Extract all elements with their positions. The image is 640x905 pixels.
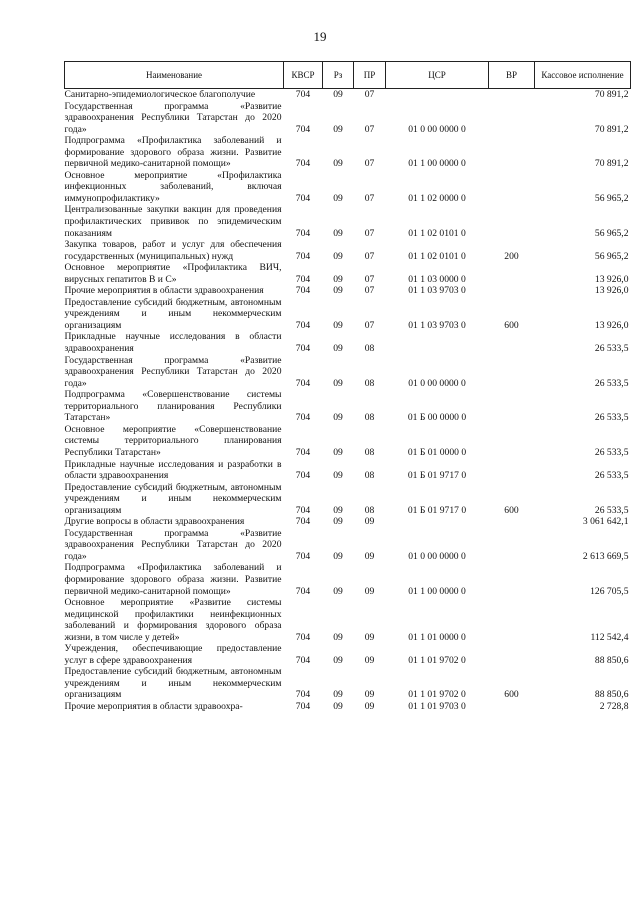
cell-kvsr: 704	[295, 227, 311, 239]
cell-kvsr: 704	[295, 319, 311, 331]
cell-rz: 09	[333, 585, 343, 597]
cell-kvsr: 704	[295, 273, 311, 285]
table-row	[65, 666, 631, 701]
cell-name: Прочие мероприятия в области здравоохра-	[64, 700, 243, 712]
cell-sum: 26 533,5	[594, 446, 629, 458]
cell-vr	[489, 424, 535, 459]
column-header-name: Наименование	[65, 62, 284, 89]
table-row	[65, 204, 631, 239]
column-header-kvsr: КВСР	[284, 62, 323, 89]
cell-sum: 13 926,0	[594, 285, 629, 297]
cell-kvsr: 704	[295, 585, 311, 597]
cell-name: Основное мероприятие «Совершенствование системы территориального планирования Республики Татарстан»	[64, 423, 282, 458]
cell-kvsr: 704	[295, 700, 311, 712]
table-row	[65, 331, 631, 354]
cell-csr	[386, 89, 489, 101]
cell-rz: 09	[333, 343, 343, 355]
cell-kvsr: 704	[295, 550, 311, 562]
cell-pr: 09	[364, 516, 375, 528]
cell-csr: 01 1 01 0000 0	[408, 631, 466, 643]
cell-name: Другие вопросы в области здравоохранения	[64, 516, 245, 528]
cell-sum: 70 891,2	[594, 123, 629, 135]
cell-csr: 01 0 00 0000 0	[408, 550, 466, 562]
cell-vr: 600	[504, 504, 519, 516]
table-row	[65, 355, 631, 390]
cell-name: Прочие мероприятия в области здравоохранения	[64, 285, 264, 297]
cell-rz: 09	[333, 285, 343, 297]
cell-vr	[489, 389, 535, 424]
cell-rz: 09	[333, 446, 343, 458]
cell-name: Предоставление субсидий бюджетным, автономным учреждениям и иным некоммерческим организациям	[64, 666, 282, 701]
cell-name: Предоставление субсидий бюджетным, автономным учреждениям и иным некоммерческим организациям	[64, 296, 282, 331]
cell-kvsr: 704	[295, 285, 311, 297]
cell-pr: 08	[364, 446, 375, 458]
page-number: 19	[313, 29, 327, 44]
cell-kvsr: 704	[295, 123, 311, 135]
table-row	[65, 239, 631, 262]
cell-name: Государственная программа «Развитие здравоохранения Республики Татарстан до 2020 года»	[64, 354, 282, 389]
cell-pr: 09	[364, 700, 375, 712]
cell-rz: 09	[333, 689, 343, 701]
cell-sum: 26 533,5	[594, 412, 629, 424]
table-body	[65, 89, 631, 713]
cell-pr: 07	[364, 192, 375, 204]
table-row	[65, 424, 631, 459]
cell-pr: 07	[364, 158, 375, 170]
cell-pr: 09	[364, 585, 375, 597]
cell-sum: 2 613 669,5	[582, 550, 629, 562]
cell-sum: 26 533,5	[594, 377, 629, 389]
table-row	[65, 643, 631, 666]
cell-csr: 01 1 01 9702 0	[408, 689, 466, 701]
cell-sum: 56 965,2	[594, 192, 629, 204]
cell-name: Закупка товаров, работ и услуг для обеспечения государственных (муниципальных) нужд	[64, 239, 282, 262]
cell-sum: 2 728,8	[599, 700, 629, 712]
cell-name: Прикладные научные исследования в области здравоохранения	[64, 331, 282, 355]
cell-csr: 01 1 02 0101 0	[408, 250, 466, 262]
cell-sum: 70 891,2	[594, 89, 629, 100]
cell-name: Основное мероприятие «Профилактика инфекционных заболеваний, включая иммунопрофилактику»	[64, 169, 282, 204]
cell-rz: 09	[333, 273, 343, 285]
cell-pr: 08	[364, 412, 375, 424]
cell-sum: 13 926,0	[594, 273, 629, 285]
table-row	[65, 459, 631, 482]
cell-pr: 09	[364, 654, 375, 666]
cell-sum: 88 850,6	[594, 654, 629, 666]
cell-kvsr: 704	[295, 654, 311, 666]
cell-name: Основное мероприятие «Профилактика ВИЧ, вирусных гепатитов В и С»	[64, 262, 282, 285]
budget-table	[64, 61, 631, 713]
cell-name: Прикладные научные исследования и разработки в области здравоохранения	[64, 458, 282, 482]
cell-csr: 01 1 03 9703 0	[408, 285, 466, 297]
cell-csr: 01 Б 01 9717 0	[407, 470, 467, 482]
cell-rz: 09	[333, 504, 343, 516]
cell-kvsr: 704	[295, 689, 311, 701]
cell-pr: 08	[364, 470, 375, 482]
cell-kvsr: 704	[295, 446, 311, 458]
table-row	[65, 101, 631, 136]
table-row	[65, 389, 631, 424]
cell-rz: 09	[333, 516, 343, 528]
cell-sum: 112 542,4	[590, 631, 629, 643]
cell-rz: 09	[333, 192, 343, 204]
cell-csr: 01 1 00 0000 0	[408, 585, 466, 597]
cell-sum: 3 061 642,1	[582, 516, 629, 528]
cell-vr	[489, 528, 535, 563]
cell-name: Государственная программа «Развитие здравоохранения Республики Татарстан до 2020 года»	[64, 100, 282, 135]
table-row	[65, 701, 631, 713]
cell-vr	[489, 459, 535, 482]
cell-name: Централизованные закупки вакцин для проведения профилактических прививок по эпидемическим показаниям	[64, 204, 282, 239]
cell-rz: 09	[333, 550, 343, 562]
cell-rz: 09	[333, 227, 343, 239]
cell-rz: 09	[333, 89, 343, 100]
cell-sum: 56 965,2	[594, 227, 629, 239]
cell-name: Санитарно-эпидемиологическое благополучие	[64, 89, 256, 100]
cell-vr	[489, 701, 535, 713]
cell-pr: 08	[364, 377, 375, 389]
cell-name: Учреждения, обеспечивающие предоставление услуг в сфере здравоохранения	[64, 643, 282, 666]
table-row	[65, 297, 631, 332]
cell-pr: 07	[364, 319, 375, 331]
cell-vr	[489, 516, 535, 528]
cell-pr: 09	[364, 689, 375, 701]
cell-kvsr: 704	[295, 470, 311, 482]
cell-name: Подпрограмма «Профилактика заболеваний и формирование здорового образа жизни. Развитие первичной медико-санитарной помощи»	[64, 562, 282, 597]
cell-name: Государственная программа «Развитие здравоохранения Республики Татарстан до 2020 года»	[64, 527, 282, 562]
cell-csr: 01 Б 00 0000 0	[407, 412, 467, 424]
table-row	[65, 170, 631, 205]
cell-vr	[489, 170, 535, 205]
cell-vr	[489, 355, 535, 390]
cell-kvsr: 704	[295, 377, 311, 389]
cell-rz: 09	[333, 631, 343, 643]
table-header	[65, 62, 631, 89]
cell-pr: 08	[364, 504, 375, 516]
cell-vr	[489, 562, 535, 597]
cell-sum: 26 533,5	[594, 343, 629, 355]
cell-rz: 09	[333, 412, 343, 424]
column-header-sum: Кассовое исполнение	[535, 62, 631, 89]
table-row	[65, 597, 631, 643]
table-row	[65, 285, 631, 297]
cell-kvsr: 704	[295, 516, 311, 528]
table-row	[65, 482, 631, 517]
cell-csr	[386, 516, 489, 528]
table-row	[65, 89, 631, 101]
column-header-pr: ПР	[354, 62, 386, 89]
column-header-rz: Рз	[323, 62, 354, 89]
cell-pr: 07	[364, 227, 375, 239]
cell-kvsr: 704	[295, 504, 311, 516]
cell-sum: 70 891,2	[594, 158, 629, 170]
cell-rz: 09	[333, 700, 343, 712]
cell-vr: 600	[504, 689, 519, 701]
cell-sum: 26 533,5	[594, 504, 629, 516]
cell-kvsr: 704	[295, 89, 311, 100]
cell-kvsr: 704	[295, 412, 311, 424]
cell-pr: 07	[364, 285, 375, 297]
cell-pr: 09	[364, 631, 375, 643]
cell-csr	[386, 331, 489, 354]
cell-vr	[489, 89, 535, 101]
table-row	[65, 516, 631, 528]
cell-sum: 26 533,5	[594, 470, 629, 482]
cell-rz: 09	[333, 123, 343, 135]
cell-pr: 07	[364, 89, 375, 100]
cell-sum: 13 926,0	[594, 319, 629, 331]
cell-rz: 09	[333, 158, 343, 170]
cell-rz: 09	[333, 654, 343, 666]
cell-kvsr: 704	[295, 250, 311, 262]
cell-pr: 08	[364, 343, 375, 355]
cell-vr	[489, 101, 535, 136]
cell-csr: 01 1 01 9702 0	[408, 654, 466, 666]
cell-sum: 126 705,5	[590, 585, 629, 597]
cell-rz: 09	[333, 319, 343, 331]
cell-csr: 01 1 02 0101 0	[408, 227, 466, 239]
cell-vr: 600	[504, 319, 519, 331]
cell-rz: 09	[333, 470, 343, 482]
table-row	[65, 528, 631, 563]
cell-vr: 200	[504, 250, 519, 262]
cell-pr: 07	[364, 273, 375, 285]
cell-sum: 56 965,2	[594, 250, 629, 262]
cell-sum: 88 850,6	[594, 689, 629, 701]
cell-name: Предоставление субсидий бюджетным, автономным учреждениям и иным некоммерческим организациям	[64, 481, 282, 516]
cell-name: Подпрограмма «Профилактика заболеваний и формирование здорового образа жизни. Развитие первичной медико-санитарной помощи»	[64, 135, 282, 170]
cell-kvsr: 704	[295, 158, 311, 170]
table-row	[65, 135, 631, 170]
cell-csr: 01 0 00 0000 0	[408, 123, 466, 135]
cell-rz: 09	[333, 250, 343, 262]
cell-kvsr: 704	[295, 631, 311, 643]
column-header-csr: ЦСР	[386, 62, 489, 89]
cell-csr: 01 1 00 0000 0	[408, 158, 466, 170]
cell-name: Подпрограмма «Совершенствование системы территориального планирования Республики Татарстан»	[64, 389, 282, 424]
cell-csr: 01 1 03 0000 0	[408, 273, 466, 285]
cell-vr	[489, 135, 535, 170]
cell-vr	[489, 643, 535, 666]
cell-csr: 01 0 00 0000 0	[408, 377, 466, 389]
cell-csr: 01 1 02 0000 0	[408, 192, 466, 204]
cell-kvsr: 704	[295, 192, 311, 204]
cell-pr: 07	[364, 250, 375, 262]
cell-vr	[489, 262, 535, 285]
column-header-vr: ВР	[489, 62, 535, 89]
cell-csr: 01 Б 01 9717 0	[407, 504, 467, 516]
cell-vr	[489, 285, 535, 297]
cell-csr: 01 Б 01 0000 0	[407, 446, 467, 458]
table-row	[65, 562, 631, 597]
cell-csr: 01 1 01 9703 0	[408, 700, 466, 712]
cell-vr	[489, 597, 535, 643]
cell-csr: 01 1 03 9703 0	[408, 319, 466, 331]
cell-pr: 07	[364, 123, 375, 135]
cell-name: Основное мероприятие «Развитие системы медицинской профилактики неинфекционных заболеваний и формирования здорового образа жизни, в том числе у детей»	[64, 597, 282, 643]
cell-vr	[489, 204, 535, 239]
cell-vr	[489, 331, 535, 354]
cell-pr: 09	[364, 550, 375, 562]
cell-kvsr: 704	[295, 343, 311, 355]
table-row	[65, 262, 631, 285]
cell-rz: 09	[333, 377, 343, 389]
